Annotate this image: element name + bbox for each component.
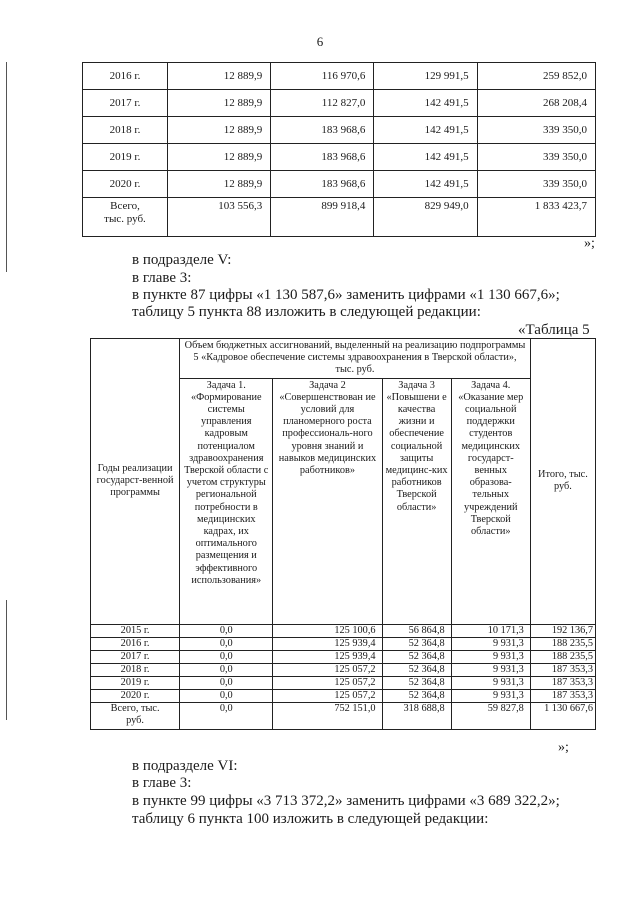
value-cell: 12 889,9	[168, 171, 271, 198]
value-cell: 0,0	[180, 663, 273, 676]
value-cell: 52 364,8	[382, 676, 451, 689]
chapter-heading: в главе 3:	[132, 270, 192, 286]
total-value-cell: 829 949,0	[374, 198, 477, 237]
value-cell: 9 931,3	[451, 663, 530, 676]
value-cell: 125 939,4	[273, 637, 382, 650]
margin-mark	[6, 600, 7, 720]
margin-mark	[6, 62, 7, 272]
year-cell: 2017 г.	[83, 90, 168, 117]
total-header: Итого, тыс. руб.	[530, 339, 595, 625]
row-total-cell: 187 353,3	[530, 689, 595, 702]
total-row	[83, 198, 596, 237]
section-vi-heading: в подразделе VI:	[132, 758, 238, 774]
total-label-line: Всего, тыс.	[110, 702, 160, 714]
table-row	[83, 90, 596, 117]
value-cell: 183 968,6	[271, 144, 374, 171]
total-value-cell: 0,0	[180, 702, 273, 729]
year-cell: 2017 г.	[91, 650, 180, 663]
total-value-cell: 899 918,4	[271, 198, 374, 237]
value-cell: 0,0	[180, 624, 273, 637]
grand-total-cell: 1 130 667,6	[530, 702, 595, 729]
table-5	[90, 338, 596, 730]
funding-table-continuation	[82, 62, 596, 237]
total-row	[91, 702, 596, 729]
value-cell: 12 889,9	[168, 90, 271, 117]
value-cell: 9 931,3	[451, 650, 530, 663]
total-label-cell	[91, 702, 180, 729]
total-label-line: тыс. руб.	[104, 213, 146, 225]
value-cell: 56 864,8	[382, 624, 451, 637]
row-total-cell: 187 353,3	[530, 663, 595, 676]
value-cell: 183 968,6	[271, 117, 374, 144]
table-caption: «Таблица 5	[518, 322, 590, 338]
row-total-cell: 187 353,3	[530, 676, 595, 689]
value-cell: 183 968,6	[271, 171, 374, 198]
total-value-cell: 59 827,8	[451, 702, 530, 729]
table-row	[91, 637, 596, 650]
table1-end-mark: »;	[584, 236, 595, 251]
value-cell: 0,0	[180, 650, 273, 663]
table-row	[83, 117, 596, 144]
value-cell: 142 491,5	[374, 171, 477, 198]
chapter-heading: в главе 3:	[132, 775, 192, 791]
value-cell: 142 491,5	[374, 144, 477, 171]
total-value-cell: 318 688,8	[382, 702, 451, 729]
table2-end-mark: »;	[558, 740, 569, 755]
value-cell: 12 889,9	[168, 63, 271, 90]
amendment-paragraph: таблицу 6 пункта 100 изложить в следующей редакции:	[132, 811, 489, 827]
value-cell: 52 364,8	[382, 637, 451, 650]
value-cell: 125 057,2	[273, 663, 382, 676]
value-cell: 268 208,4	[477, 90, 595, 117]
total-label-line: руб.	[126, 714, 144, 726]
value-cell: 339 350,0	[477, 144, 595, 171]
year-cell: 2016 г.	[83, 63, 168, 90]
value-cell: 259 852,0	[477, 63, 595, 90]
value-cell: 129 991,5	[374, 63, 477, 90]
value-cell: 9 931,3	[451, 676, 530, 689]
value-cell: 9 931,3	[451, 689, 530, 702]
task-2-header: Задача 2 «Совершенствован ие условий для планомерного роста профессиональ-ного уровня знаний и навыков медицинских работников»	[273, 378, 382, 624]
value-cell: 52 364,8	[382, 650, 451, 663]
value-cell: 142 491,5	[374, 90, 477, 117]
year-cell: 2019 г.	[91, 676, 180, 689]
value-cell: 0,0	[180, 689, 273, 702]
value-cell: 125 939,4	[273, 650, 382, 663]
table-row	[91, 689, 596, 702]
row-total-cell: 192 136,7	[530, 624, 595, 637]
budget-header: Объем бюджетных ассигнований, выделенный на реализацию подпрограммы 5 «Кадровое обеспечение системы здравоохранения в Тверской области», тыс. руб.	[180, 339, 531, 379]
table-row	[91, 663, 596, 676]
value-cell: 112 827,0	[271, 90, 374, 117]
year-cell: 2018 г.	[91, 663, 180, 676]
table-row	[83, 63, 596, 90]
value-cell: 125 100,6	[273, 624, 382, 637]
year-cell: 2020 г.	[91, 689, 180, 702]
value-cell: 339 350,0	[477, 171, 595, 198]
task-1-header: Задача 1. «Формирование системы управления кадровым потенциалом здравоохранения Тверской области с учетом структуры региональной потребности в медицинских кадрах, их оптимального размещения и эффективного использования»	[180, 378, 273, 624]
total-value-cell: 752 151,0	[273, 702, 382, 729]
year-cell: 2020 г.	[83, 171, 168, 198]
page-number: 6	[316, 34, 324, 49]
value-cell: 12 889,9	[168, 144, 271, 171]
year-cell: 2016 г.	[91, 637, 180, 650]
total-value-cell: 103 556,3	[168, 198, 271, 237]
row-total-cell: 188 235,5	[530, 637, 595, 650]
table-row	[83, 144, 596, 171]
value-cell: 9 931,3	[451, 637, 530, 650]
value-cell: 0,0	[180, 637, 273, 650]
years-header: Годы реализации государст-венной программы	[91, 339, 180, 625]
table-row	[91, 624, 596, 637]
amendment-paragraph: таблицу 5 пункта 88 изложить в следующей редакции:	[132, 304, 481, 320]
value-cell: 52 364,8	[382, 663, 451, 676]
year-cell: 2018 г.	[83, 117, 168, 144]
amendment-paragraph: в пункте 87 цифры «1 130 587,6» заменить цифрами «1 130 667,6»;	[132, 287, 560, 303]
amendment-paragraph: в пункте 99 цифры «3 713 372,2» заменить цифрами «3 689 322,2»;	[132, 793, 560, 809]
value-cell: 0,0	[180, 676, 273, 689]
value-cell: 52 364,8	[382, 689, 451, 702]
value-cell: 116 970,6	[271, 63, 374, 90]
table-row	[91, 676, 596, 689]
row-total-cell: 188 235,5	[530, 650, 595, 663]
section-v-heading: в подразделе V:	[132, 252, 232, 268]
table-row	[91, 650, 596, 663]
value-cell: 125 057,2	[273, 689, 382, 702]
table-row	[83, 171, 596, 198]
task-3-header: Задача 3 «Повышени е качества жизни и обеспечение социальной защиты медицинс-ких работников Тверской области»	[382, 378, 451, 624]
year-cell: 2019 г.	[83, 144, 168, 171]
value-cell: 339 350,0	[477, 117, 595, 144]
task-4-header: Задача 4. «Оказание мер социальной поддержки студентов медицинских государст-венных образова-тельных учреждений Тверской области»	[451, 378, 530, 624]
total-value-cell: 1 833 423,7	[477, 198, 595, 237]
value-cell: 142 491,5	[374, 117, 477, 144]
value-cell: 125 057,2	[273, 676, 382, 689]
total-label-cell	[83, 198, 168, 237]
total-label-line: Всего,	[110, 200, 140, 212]
value-cell: 12 889,9	[168, 117, 271, 144]
value-cell: 10 171,3	[451, 624, 530, 637]
year-cell: 2015 г.	[91, 624, 180, 637]
